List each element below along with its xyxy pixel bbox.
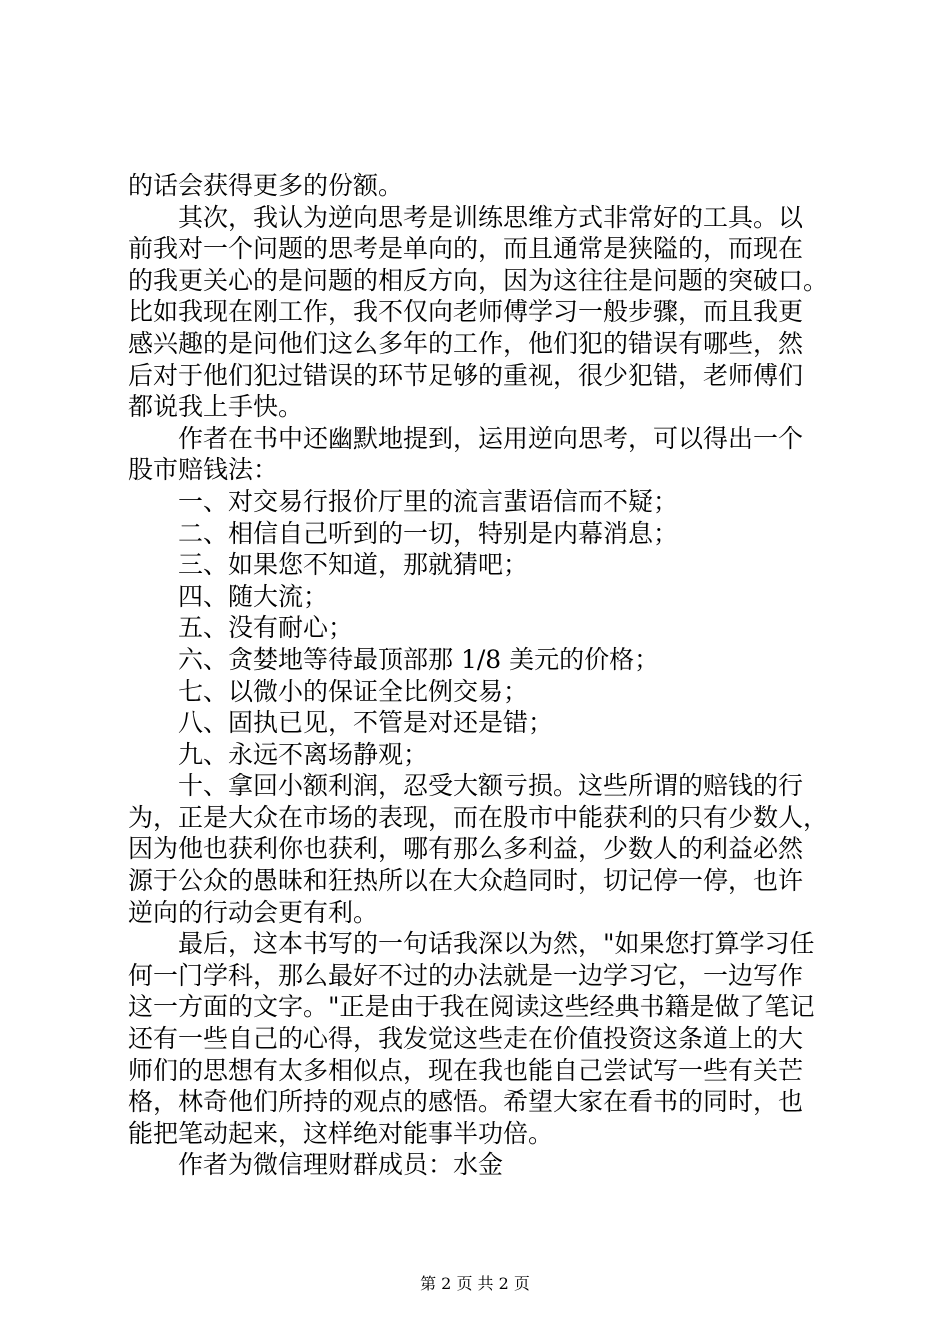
list-item: 六、贪婪地等待最顶部那 1/8 美元的价格； — [178, 644, 660, 674]
text-line: 师们的思想有太多相似点，现在我也能自己尝试写一些有关芒 — [128, 1055, 804, 1085]
list-item: 一、对交易行报价厅里的流言蜚语信而不疑； — [178, 486, 679, 516]
list-item: 五、没有耐心； — [178, 613, 354, 643]
text-line: 还有一些自己的心得，我发觉这些走在价值投资这条道上的大 — [128, 1024, 804, 1054]
text-line: 何一门学科，那么最好不过的办法就是一边学习它，一边写作 — [128, 960, 804, 990]
text-line: 都说我上手快。 — [128, 392, 304, 422]
list-item: 三、如果您不知道，那就猜吧； — [178, 550, 529, 580]
text-line: 因为他也获利你也获利，哪有那么多利益，少数人的利益必然 — [128, 834, 804, 864]
text-line: 作者在书中还幽默地提到，运用逆向思考，可以得出一个 — [178, 423, 804, 453]
text-line: 的话会获得更多的份额。 — [128, 171, 404, 200]
list-item: 九、永远不离场静观； — [178, 739, 429, 769]
page-number-footer: 第 2 页 共 2 页 — [420, 1274, 530, 1293]
text-line: 最后，这本书写的一句话我深以为然，"如果您打算学习任 — [178, 929, 815, 959]
list-item: 二、相信自己听到的一切，特别是内幕消息； — [178, 518, 679, 548]
text-line: 后对于他们犯过错误的环节足够的重视，很少犯错，老师傅们 — [128, 360, 804, 390]
text-line: 格，林奇他们所持的观点的感悟。希望大家在看书的同时，也 — [128, 1087, 804, 1117]
text-line: 这一方面的文字。"正是由于我在阅读这些经典书籍是做了笔记 — [128, 992, 815, 1022]
text-line: 为，正是大众在市场的表现，而在股市中能获利的只有少数人， — [128, 802, 829, 832]
list-item: 四、随大流； — [178, 581, 329, 611]
text-line: 的我更关心的是问题的相反方向，因为这往往是问题的突破口。 — [128, 265, 829, 295]
author-line: 作者为微信理财群成员：水金 — [178, 1150, 504, 1180]
text-line: 股市赔钱法： — [128, 455, 279, 485]
text-line: 比如我现在刚工作，我不仅向老师傅学习一般步骤，而且我更 — [128, 297, 804, 327]
text-line: 能把笔动起来，这样绝对能事半功倍。 — [128, 1118, 554, 1148]
text-line: 源于公众的愚昧和狂热所以在大众趋同时，切记停一停，也许 — [128, 866, 804, 896]
text-line: 逆向的行动会更有利。 — [128, 897, 379, 927]
text-line: 其次，我认为逆向思考是训练思维方式非常好的工具。以 — [178, 202, 804, 232]
list-item: 八、固执已见，不管是对还是错； — [178, 708, 554, 738]
list-item: 七、以微小的保证全比例交易； — [178, 676, 529, 706]
document-body — [128, 170, 848, 1181]
list-item: 十、拿回小额利润，忍受大额亏损。这些所谓的赔钱的行 — [178, 771, 804, 801]
text-line: 感兴趣的是问他们这么多年的工作，他们犯的错误有哪些，然 — [128, 328, 804, 358]
text-line: 前我对一个问题的思考是单向的，而且通常是狭隘的，而现在 — [128, 234, 804, 264]
